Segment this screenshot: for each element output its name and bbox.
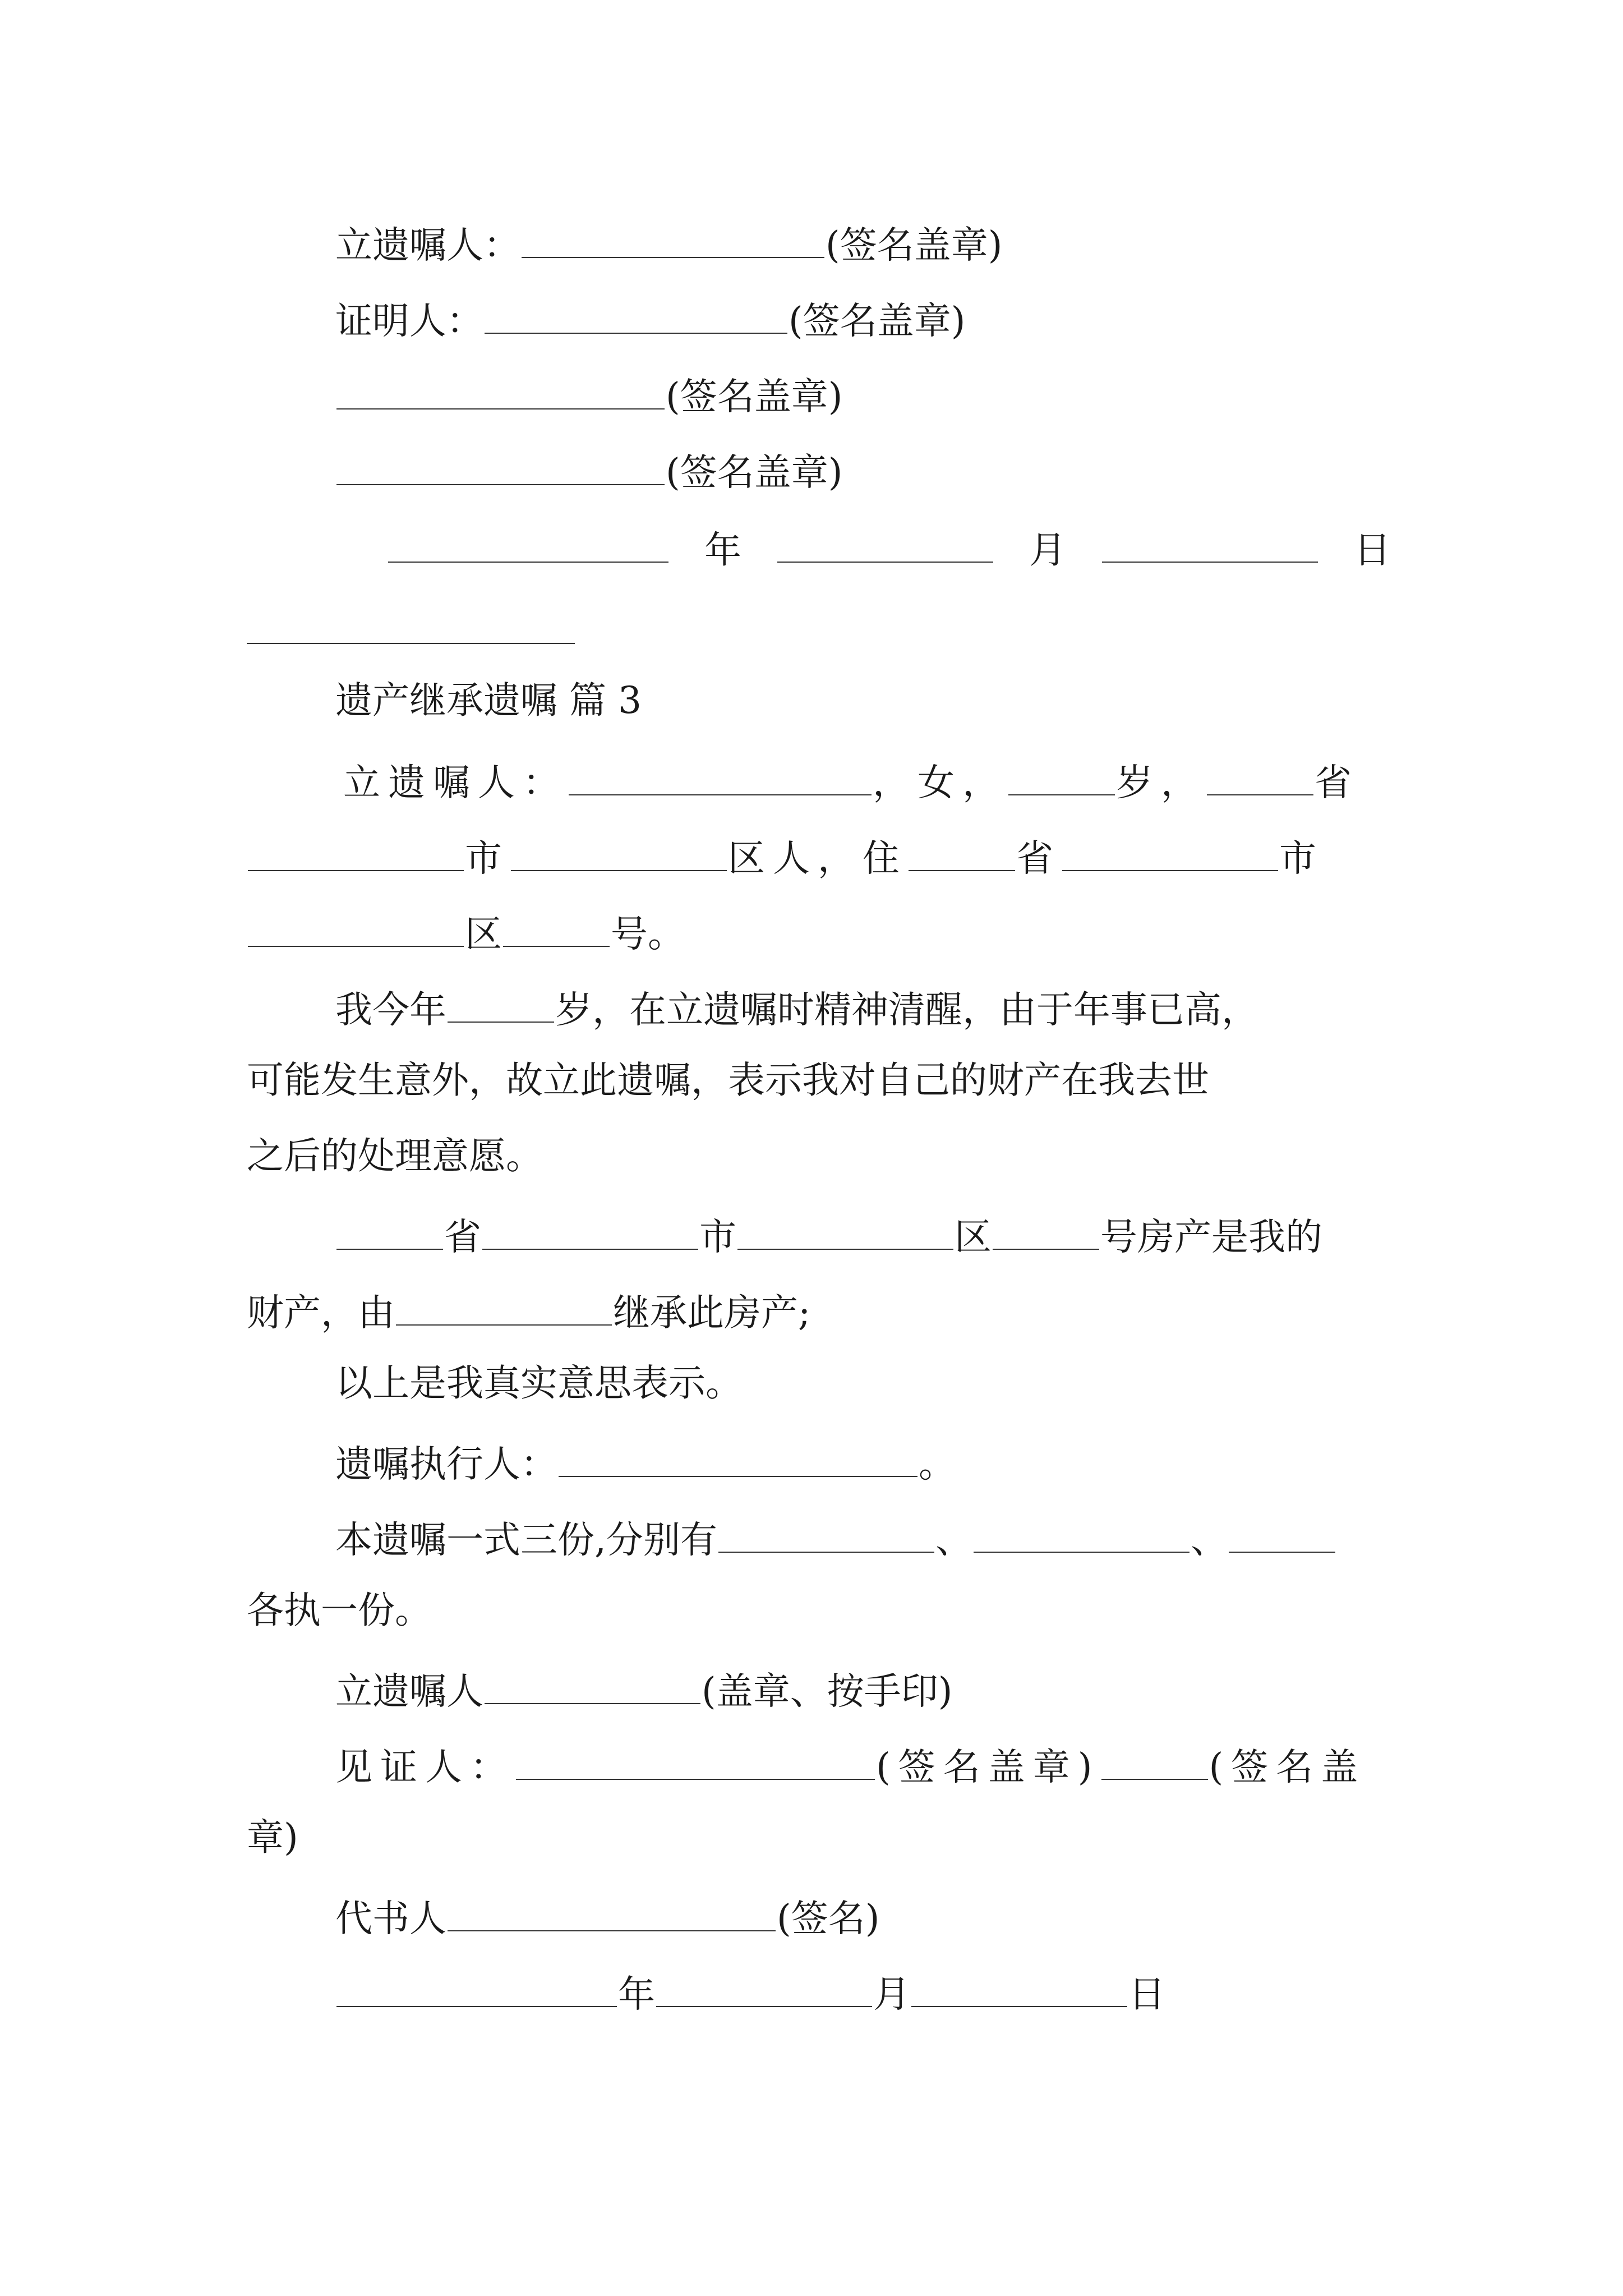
city-blank xyxy=(248,835,464,871)
heir-blank xyxy=(396,1289,612,1326)
sign-seal-note: (签名盖章) xyxy=(666,450,843,494)
witness-line: 见证人： (签名盖章) (签名盖 xyxy=(335,1743,1366,1786)
testator-label: 立遗嘱人： xyxy=(335,223,520,267)
province-blank xyxy=(1207,759,1313,795)
proxy-blank xyxy=(448,1895,776,1931)
witness-signature-line-2 xyxy=(335,373,843,416)
year-blank xyxy=(388,526,668,563)
copies-line-1: 本遗嘱一式三份,分别有 、 、 xyxy=(335,1516,1336,1559)
testator-info-line-3: 区 号。 xyxy=(247,910,685,953)
month-label: 月 xyxy=(1029,528,1066,572)
paragraph-3: 以上是我真实意思表示。 xyxy=(335,1361,743,1405)
paragraph-1-line-3: 之后的处理意愿。 xyxy=(247,1134,543,1177)
witness-label: 证明人： xyxy=(335,299,483,343)
city-blank xyxy=(1062,835,1278,871)
month-blank xyxy=(656,1971,872,2007)
paragraph-2-line-1: 省 市 区 号房产是我的 xyxy=(335,1213,1322,1256)
section-divider xyxy=(247,643,575,644)
testator-blank xyxy=(485,1668,700,1704)
holder-blank-1 xyxy=(718,1516,934,1553)
witness-signature-blank xyxy=(485,297,787,334)
testator-signature-line xyxy=(335,222,1003,267)
number-blank xyxy=(503,910,610,947)
executor-line: 遗嘱执行人： 。 xyxy=(335,1441,956,1483)
name-blank xyxy=(569,759,872,795)
sign-seal-note: (签名盖章) xyxy=(826,223,1003,267)
testator-info-line-1: 立遗嘱人： ，女， 岁， 省 xyxy=(343,759,1359,802)
will-date-line: 年 月 日 xyxy=(335,1971,1165,2013)
sign-seal-note: (签名盖章) xyxy=(666,375,843,418)
witness-signature-line-3 xyxy=(335,449,843,494)
executor-blank xyxy=(559,1441,917,1477)
year-blank xyxy=(336,1971,617,2007)
witness-signature-line xyxy=(335,297,966,343)
witness-signature-blank xyxy=(336,449,665,485)
sign-seal-note: (签名盖章) xyxy=(789,299,966,343)
province-blank xyxy=(336,1213,443,1250)
witness-blank xyxy=(516,1743,875,1780)
year-label: 年 xyxy=(704,528,741,572)
testator-signature-blank xyxy=(522,222,824,258)
section-heading: 遗产继承遗嘱 篇 3 xyxy=(335,679,642,722)
day-blank xyxy=(911,1971,1127,2007)
city-blank xyxy=(482,1213,698,1250)
paragraph-1-line-1: 我今年 岁，在立遗嘱时精神清醒，由于年事已高， xyxy=(335,986,1258,1029)
day-label: 日 xyxy=(1354,528,1391,572)
district-blank xyxy=(248,910,464,947)
witness-signature-blank xyxy=(336,373,665,409)
copies-line-2: 各执一份。 xyxy=(247,1589,432,1632)
testator-seal-line: 立遗嘱人 (盖章、按手印) xyxy=(335,1668,953,1710)
day-blank xyxy=(1102,526,1318,563)
witness-blank-2 xyxy=(1101,1743,1208,1780)
testator-info-line-2: 市 区人，住 省 市 xyxy=(247,835,1324,877)
proxy-writer-line: 代书人 (签名) xyxy=(335,1895,880,1938)
paragraph-2-line-2: 财产，由 继承此房产; xyxy=(247,1289,810,1332)
age-blank xyxy=(1008,759,1115,795)
paragraph-1-line-2: 可能发生意外，故立此遗嘱，表示我对自己的财产在我去世 xyxy=(247,1059,1209,1102)
holder-blank-2 xyxy=(974,1516,1189,1553)
district-blank xyxy=(737,1213,953,1250)
age-blank xyxy=(448,986,554,1023)
district-blank xyxy=(511,835,727,871)
number-blank xyxy=(993,1213,1099,1250)
witness-line-continued: 章) xyxy=(247,1816,298,1859)
signature-date-line xyxy=(387,526,1391,572)
holder-blank-3 xyxy=(1229,1516,1335,1553)
province-blank xyxy=(909,835,1015,871)
month-blank xyxy=(777,526,993,563)
